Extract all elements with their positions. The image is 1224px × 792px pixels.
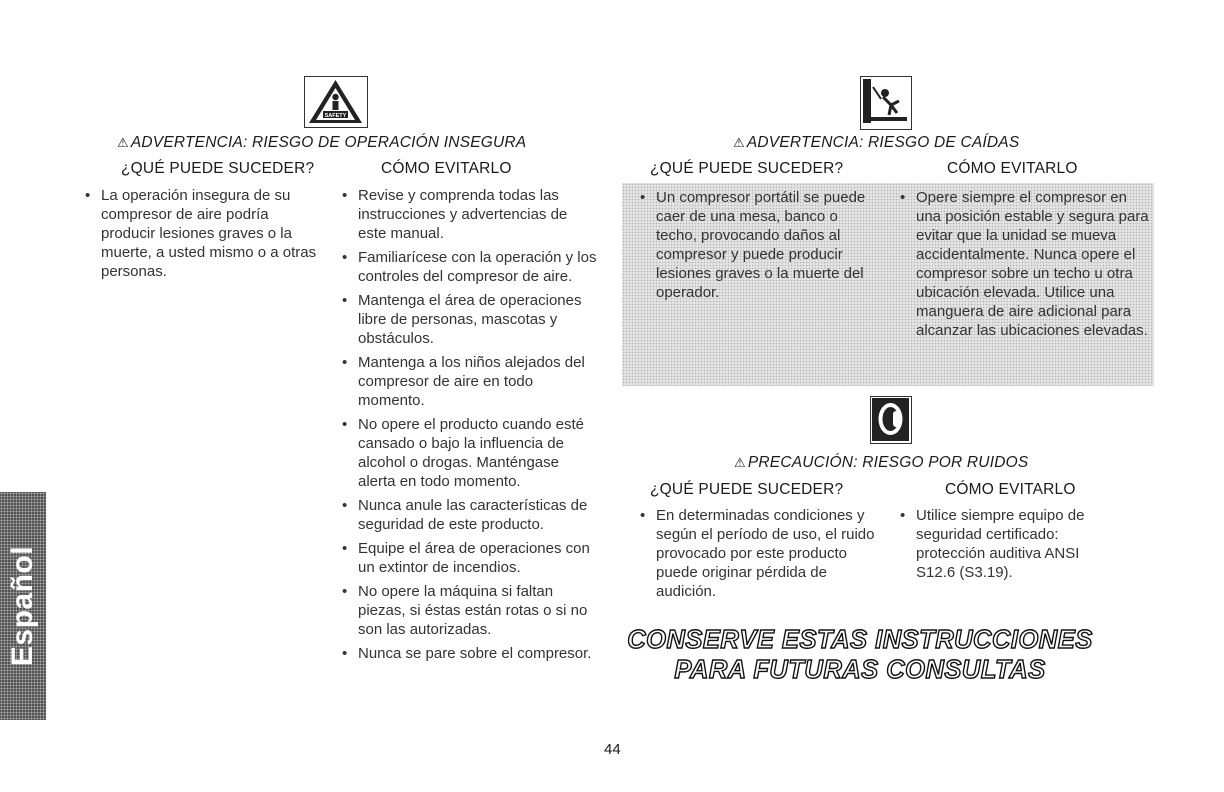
svg-text:SAFETY: SAFETY <box>324 113 347 119</box>
list-item: • Equipe el área de operaciones con un extintor de incendios. <box>342 540 590 576</box>
safety-first-icon <box>304 76 368 128</box>
list-item: • Nunca se pare sobre el compresor. <box>342 645 592 662</box>
heading-text: PRECAUCIÓN: RIESGO POR RUIDOS <box>747 454 1029 471</box>
page-number: 44 <box>604 741 621 758</box>
left-what-column <box>81 186 323 286</box>
what-can-happen-label: ¿QUÉ PUEDE SUCEDER? <box>650 481 844 498</box>
list-item: • Mantenga el área de operaciones libre de personas, mascotas y obstáculos. <box>342 292 582 347</box>
fall-how-column <box>896 188 1150 345</box>
noise-how-column <box>896 506 1096 587</box>
what-can-happen-label: ¿QUÉ PUEDE SUCEDER? <box>121 160 315 177</box>
what-can-happen-label: ¿QUÉ PUEDE SUCEDER? <box>650 160 844 177</box>
language-side-tab <box>0 492 46 720</box>
list-item: • No opere el producto cuando esté cansado o bajo la influencia de alcohol o drogas. Manténgase alerta en todo momento. <box>342 416 584 490</box>
warning-triangle-icon: ⚠ <box>734 455 746 470</box>
list-item: • No opere la máquina si faltan piezas, si éstas están rotas o si no son las autorizadas. <box>342 583 588 638</box>
list-item: • Revise y comprenda todas las instrucciones y advertencias de este manual. <box>342 187 568 242</box>
warning-triangle-icon: ⚠ <box>117 135 129 150</box>
how-to-prevent-label: CÓMO EVITARLO <box>945 481 1076 498</box>
list-item: • Mantenga a los niños alejados del compresor de aire en todo momento. <box>342 354 585 409</box>
keep-instructions-line2: PARA FUTURAS CONSULTAS <box>674 656 1046 684</box>
keep-instructions-line1: CONSERVE ESTAS INSTRUCCIONES <box>627 626 1093 654</box>
list-item: • Nunca anule las características de seguridad de este producto. <box>342 497 588 533</box>
heading-text: ADVERTENCIA: RIESGO DE CAÍDAS <box>746 134 1020 151</box>
list-item: • La operación insegura de su compresor de aire podría producir lesiones graves o la muerte, a usted mismo o a otras personas. <box>85 187 317 280</box>
list-item: • Utilice siempre equipo de seguridad certificado: protección auditiva ANSI S12.6 (S3.19). <box>900 507 1085 581</box>
heading-text: ADVERTENCIA: RIESGO DE OPERACIÓN INSEGURA <box>130 134 527 151</box>
language-tab-label: Español <box>6 545 39 667</box>
list-item: • En determinadas condiciones y según el período de uso, el ruido provocado por este producto puede originar pérdida de audición. <box>640 507 875 600</box>
list-item: • Opere siempre el compresor en una posición estable y segura para evitar que la unidad se mueva accidentalmente. Nunca opere el compresor sobre un techo u otra ubicación elevada. Utilice una manguera de aire adicional para alcanzar las ubicaciones elevadas. <box>900 189 1149 339</box>
hearing-protection-icon <box>870 396 912 444</box>
list-item: • Familiarícese con la operación y los controles del compresor de aire. <box>342 249 597 285</box>
unsafe-operation-heading <box>117 134 526 152</box>
fall-what-column <box>636 188 880 307</box>
fall-hazard-heading <box>733 134 1019 152</box>
warning-triangle-icon: ⚠ <box>733 135 745 150</box>
left-how-column <box>338 186 598 668</box>
how-to-prevent-label: CÓMO EVITARLO <box>381 160 512 177</box>
list-item: • Un compresor portátil se puede caer de una mesa, banco o techo, provocando daños al compresor y puede producir lesiones graves o la muerte del operador. <box>640 189 866 301</box>
noise-hazard-heading <box>734 454 1028 472</box>
noise-what-column <box>636 506 886 606</box>
how-to-prevent-label: CÓMO EVITARLO <box>947 160 1078 177</box>
falling-person-icon <box>860 76 912 130</box>
